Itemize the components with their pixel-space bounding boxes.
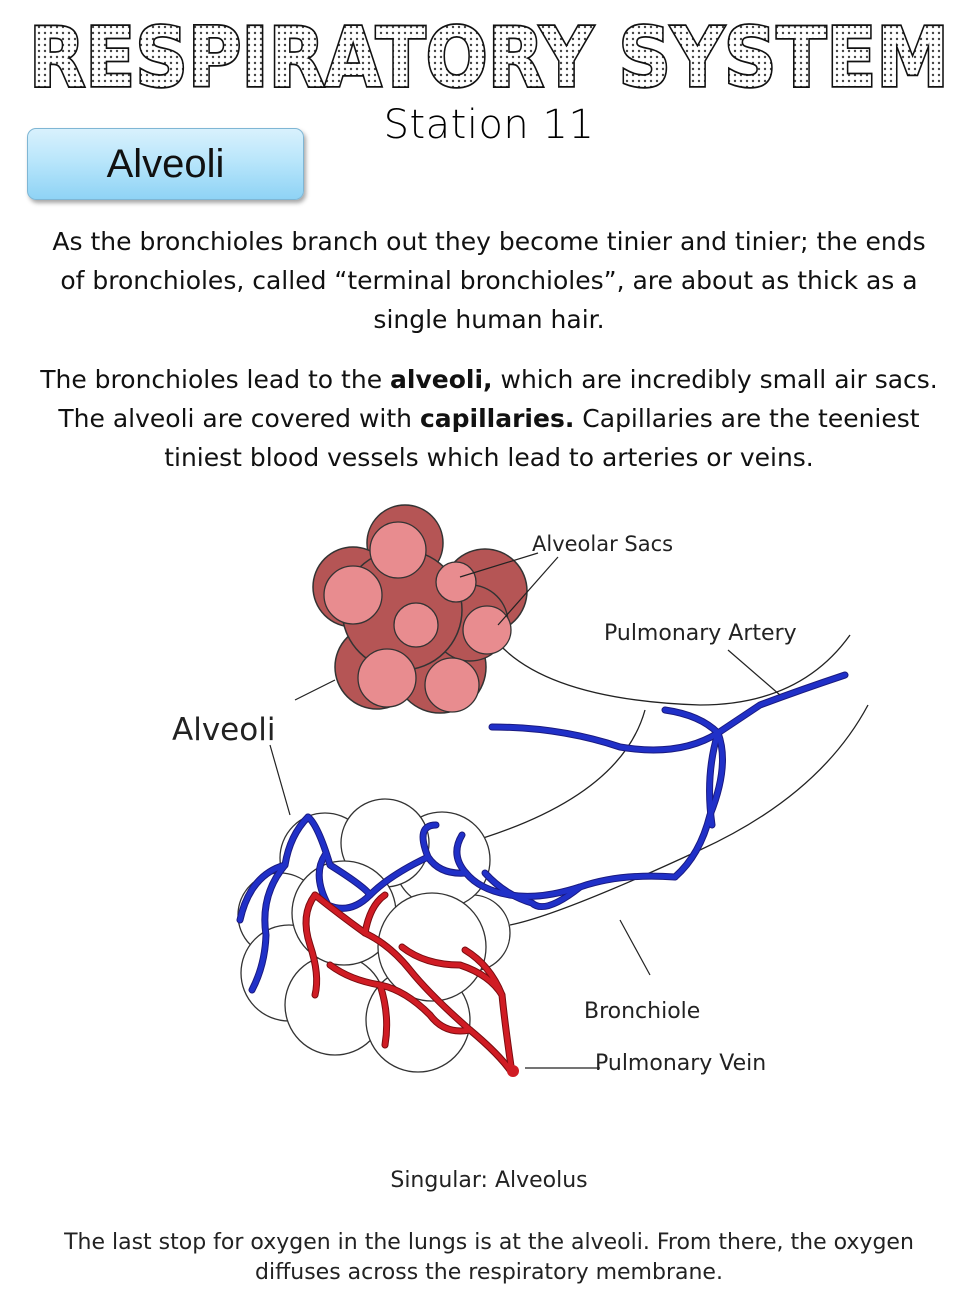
banner-title [0,0,978,100]
paragraph-text: which are incredibly small air sacs. The alveoli are covered with [58,365,938,433]
banner-title-text: RESPIRATORY SYSTEM [29,11,949,100]
singular-note: Singular: Alveolus [390,1168,588,1193]
banner-title-art [0,0,978,100]
intro-paragraph: As the bronchioles branch out they become tinier and tinier; the ends of bronchioles, called “terminal bronchioles”, are about as thick as a single human hair. [52,227,926,334]
bold-term-capillaries: capillaries. [419,404,575,433]
bronchiole-tube [460,635,868,925]
label-bronchiole: Bronchiole [584,999,701,1024]
bold-term-alveoli: alveoli, [390,365,493,394]
alveoli-paragraph [40,360,938,477]
label-alveolar-sacs: Alveolar Sacs [532,532,674,556]
station-label: Station 11 [383,102,595,148]
label-pulmonary-vein: Pulmonary Vein [595,1051,767,1076]
paragraph-text: Capillaries are the teeniest tiniest blood vessels which lead to arteries or veins. [164,404,920,472]
closing-text: The last stop for oxygen in the lungs is at the alveoli. From there, the oxygen diffuses across the respiratory membrane. [64,1230,914,1285]
label-alveoli: Alveoli [172,712,276,748]
paragraph-text: The bronchioles lead to the [40,365,391,394]
topic-button-label: Alveoli [106,141,225,186]
pulmonary-vein-end [507,1065,519,1077]
topic-button-alveoli[interactable] [27,128,304,200]
label-pulmonary-artery: Pulmonary Artery [604,621,797,646]
alveoli-diagram [140,495,880,1095]
alveolar-sac-cluster [313,505,527,713]
